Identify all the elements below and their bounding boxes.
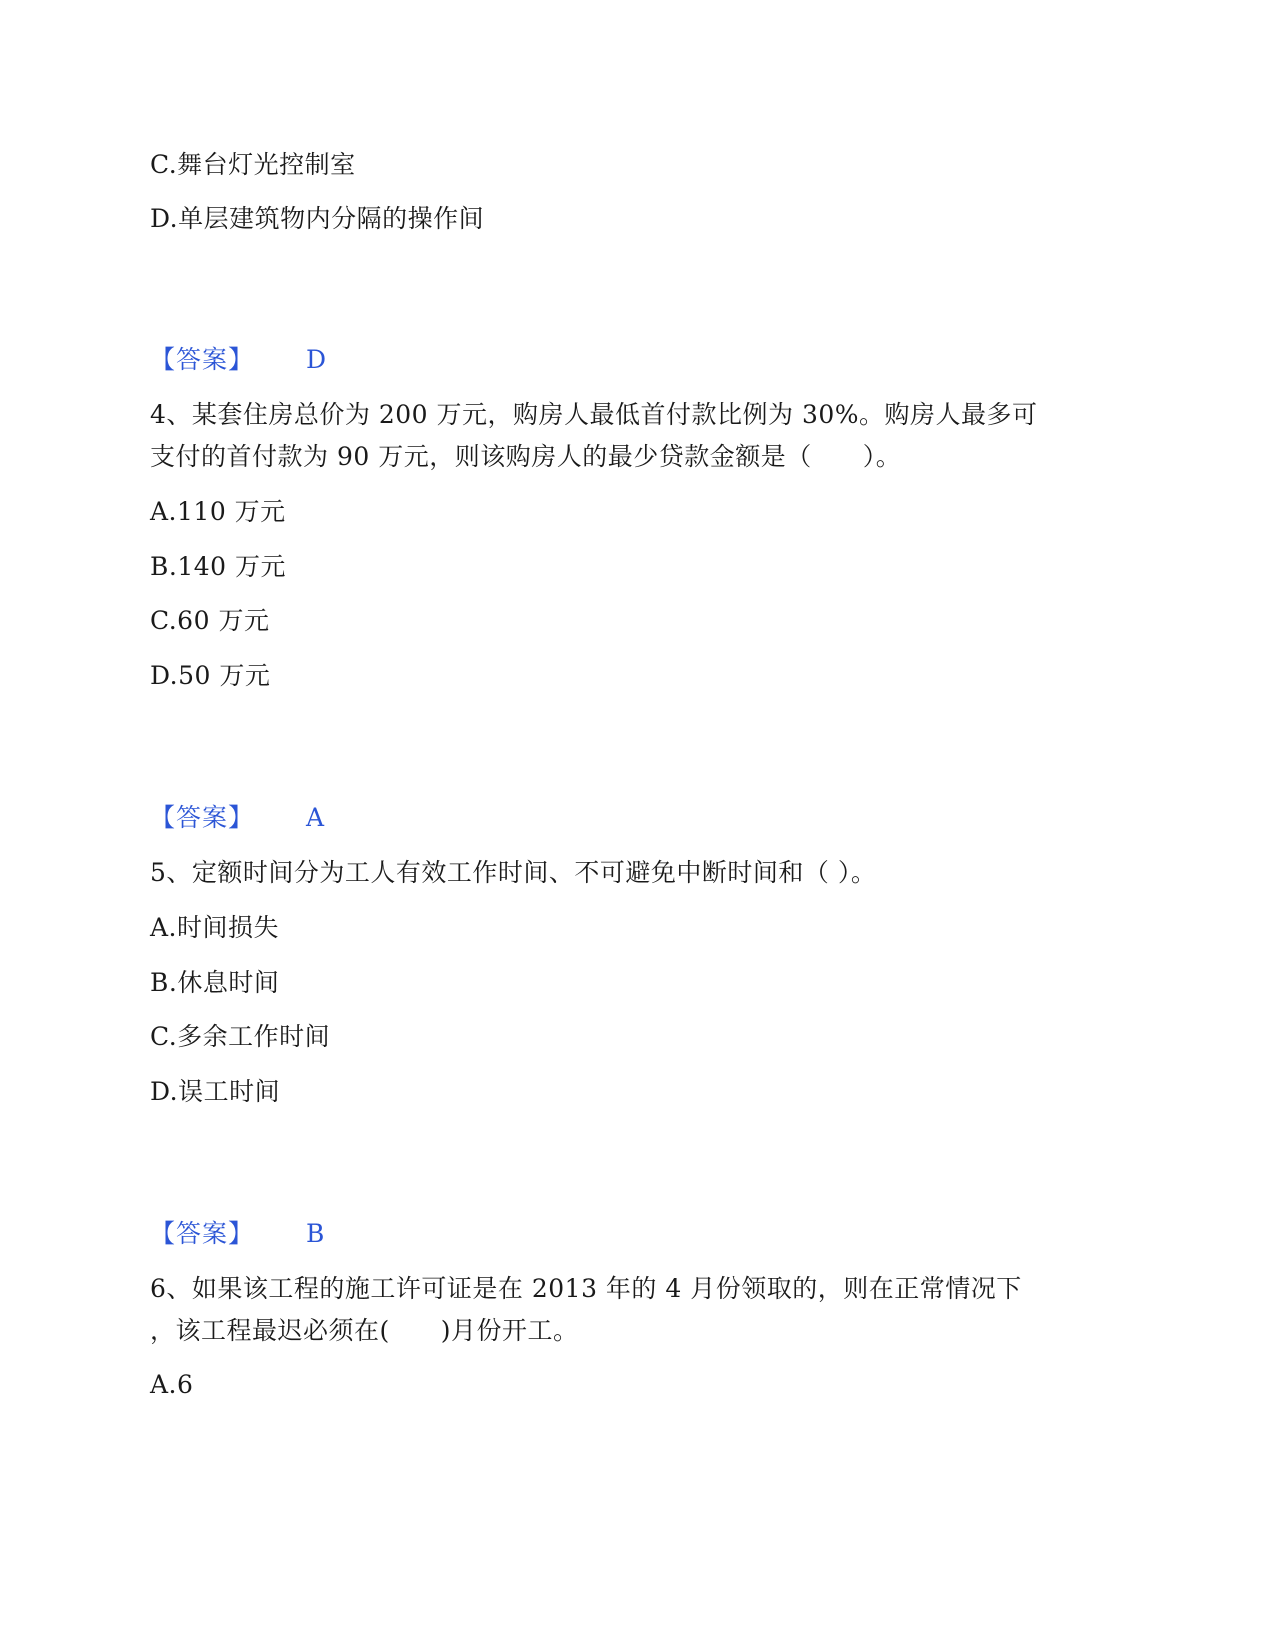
q4-answer (150, 801, 325, 835)
answer-value: D (306, 345, 328, 374)
q4-stem-line2: 支付的首付款为 90 万元，则该购房人的最少贷款金额是（ ）。 (150, 442, 902, 471)
answer-label: 【答案】 (150, 803, 255, 832)
q5-answer (150, 1217, 325, 1251)
q4-option-b: B.140 万元 (150, 552, 286, 581)
q5-option-d: D.误工时间 (150, 1077, 281, 1106)
q3-answer (150, 343, 327, 377)
q5-option-b: B.休息时间 (150, 968, 280, 997)
q5-option-a: A.时间损失 (150, 913, 280, 942)
q6-stem-line2: ，该工程最迟必须在( )月份开工。 (150, 1316, 579, 1345)
answer-label: 【答案】 (150, 345, 255, 374)
q4-option-d: D.50 万元 (150, 661, 271, 690)
q4-option-c: C.60 万元 (150, 606, 270, 635)
answer-label: 【答案】 (150, 1219, 255, 1248)
answer-value: B (306, 1219, 326, 1248)
q5-stem: 5、定额时间分为工人有效工作时间、不可避免中断时间和（ ）。 (150, 858, 877, 887)
q6-stem-line1: 6、如果该工程的施工许可证是在 2013 年的 4 月份领取的，则在正常情况下 (150, 1274, 1022, 1303)
q3-option-c: C.舞台灯光控制室 (150, 150, 356, 179)
q3-option-d: D.单层建筑物内分隔的操作间 (150, 204, 485, 233)
q6-option-a: A.6 (150, 1370, 194, 1399)
answer-value: A (306, 803, 326, 832)
q4-option-a: A.110 万元 (150, 497, 286, 526)
q5-option-c: C.多余工作时间 (150, 1022, 331, 1051)
q4-stem-line1: 4、某套住房总价为 200 万元，购房人最低首付款比例为 30%。购房人最多可 (150, 400, 1038, 429)
